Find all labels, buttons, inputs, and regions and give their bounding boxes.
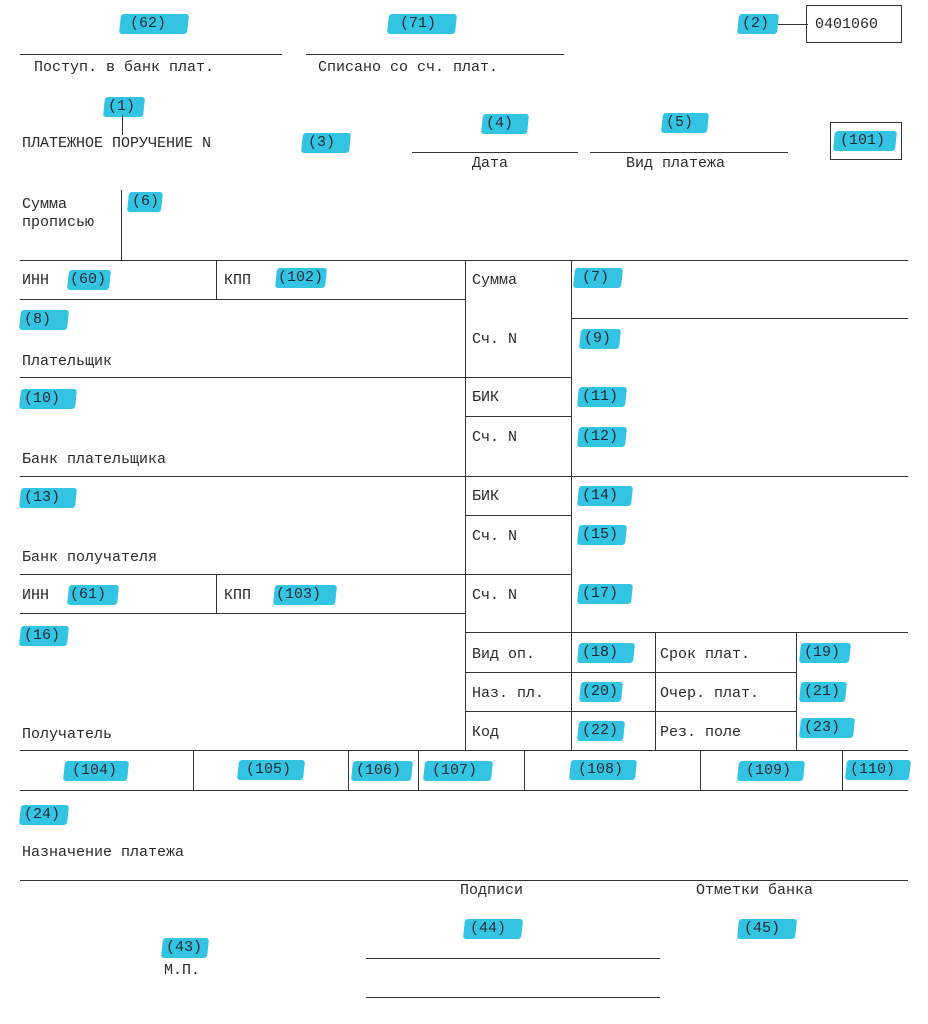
payer-account-label: Сч. N	[472, 331, 518, 348]
field-101: (101)	[833, 131, 897, 151]
form-code: 0401060	[815, 16, 879, 33]
field-1: (1)	[103, 97, 145, 117]
tax-row-divider	[842, 750, 843, 790]
field-105: (105)	[237, 760, 305, 780]
tax-row-divider	[700, 750, 701, 790]
form-code-box	[806, 5, 902, 43]
bank-marks-label: Отметки банка	[696, 882, 814, 899]
payer-bank-bik-label: БИК	[472, 389, 500, 406]
field-61: (61)	[67, 585, 119, 605]
field-11: (11)	[577, 387, 627, 407]
field-62: (62)	[119, 14, 189, 34]
payer-bank-account-label: Сч. N	[472, 429, 518, 446]
reserve-field-label: Рез. поле	[660, 724, 742, 741]
field-18: (18)	[577, 643, 635, 663]
field-60: (60)	[67, 270, 111, 290]
field-3: (3)	[301, 133, 351, 153]
field-45: (45)	[737, 919, 797, 939]
field-14: (14)	[577, 486, 633, 506]
grid-line	[20, 790, 908, 791]
received-line	[20, 54, 282, 55]
signatures-label: Подписи	[460, 882, 524, 899]
tax-row-divider	[193, 750, 194, 790]
tax-row-divider	[524, 750, 525, 790]
payer-kpp-label: КПП	[224, 272, 252, 289]
field-109: (109)	[737, 761, 805, 781]
grid-line	[465, 416, 571, 417]
received-label: Поступ. в банк плат.	[34, 59, 215, 76]
document-title: ПЛАТЕЖНОЕ ПОРУЧЕНИЕ N	[22, 135, 212, 152]
field-16: (16)	[19, 626, 69, 646]
grid-line	[465, 672, 796, 673]
field-7: (7)	[573, 268, 623, 288]
grid-line	[465, 711, 796, 712]
amount-words-divider	[121, 190, 122, 260]
payee-bank-account-label: Сч. N	[472, 528, 518, 545]
op-type-label: Вид оп.	[472, 646, 536, 663]
field-22: (22)	[577, 721, 625, 741]
date-label: Дата	[472, 155, 509, 172]
amount-label: Сумма	[472, 272, 518, 289]
debited-label: Списано со сч. плат.	[318, 59, 499, 76]
field-71: (71)	[387, 14, 457, 34]
stamp-label: М.П.	[164, 962, 201, 979]
payee-label: Получатель	[22, 726, 113, 743]
field-108: (108)	[569, 760, 637, 780]
payee-bank-label: Банк получателя	[22, 549, 158, 566]
payee-kpp-label: КПП	[224, 587, 252, 604]
field-1-pointer	[122, 115, 123, 135]
field-103: (103)	[273, 585, 337, 605]
field-102: (102)	[275, 268, 327, 288]
grid-vline	[216, 574, 217, 613]
field-23: (23)	[799, 718, 855, 738]
payer-inn-label: ИНН	[22, 272, 50, 289]
field-15: (15)	[577, 525, 627, 545]
grid-vline	[216, 260, 217, 299]
field-2: (2)	[737, 14, 779, 34]
purpose-label: Назначение платежа	[22, 844, 185, 861]
payee-inn-label: ИНН	[22, 587, 50, 604]
field-17: (17)	[577, 584, 633, 604]
field-24: (24)	[19, 805, 69, 825]
grid-line	[20, 299, 465, 300]
field-44: (44)	[463, 919, 523, 939]
field-21: (21)	[799, 682, 847, 702]
field-9: (9)	[579, 329, 621, 349]
amount-words-label: Сумма прописью	[22, 196, 95, 231]
form-code-connector	[778, 24, 808, 25]
grid-line	[20, 750, 908, 751]
payee-account-label: Сч. N	[472, 587, 518, 604]
signature-line-2	[366, 997, 660, 998]
field-104: (104)	[63, 761, 129, 781]
grid-line	[20, 613, 465, 614]
field-4: (4)	[481, 114, 529, 134]
field-13: (13)	[19, 488, 77, 508]
field-19: (19)	[799, 643, 851, 663]
pay-order-label: Очер. плат.	[660, 685, 760, 702]
purpose-bottom-line	[20, 880, 908, 881]
grid-line	[465, 632, 908, 633]
grid-vline	[571, 260, 572, 750]
code-label: Код	[472, 724, 500, 741]
payer-label: Плательщик	[22, 353, 113, 370]
grid-line	[20, 574, 571, 575]
pay-purpose-short-label: Наз. пл.	[472, 685, 545, 702]
field-110: (110)	[845, 760, 911, 780]
field-43: (43)	[161, 938, 209, 958]
payee-bank-bik-label: БИК	[472, 488, 500, 505]
debited-line	[306, 54, 564, 55]
field-20: (20)	[579, 682, 623, 702]
field-12: (12)	[577, 427, 627, 447]
grid-vline	[655, 632, 656, 750]
field-6: (6)	[127, 192, 163, 212]
payment-type-label: Вид платежа	[626, 155, 726, 172]
tax-row-divider	[348, 750, 349, 790]
field-106: (106)	[351, 761, 413, 781]
tax-row-divider	[418, 750, 419, 790]
grid-line	[20, 260, 908, 261]
field-8: (8)	[19, 310, 69, 330]
signature-line-1	[366, 958, 660, 959]
payer-bank-label: Банк плательщика	[22, 451, 167, 468]
grid-line	[20, 476, 908, 477]
grid-line	[20, 377, 571, 378]
grid-line	[571, 318, 908, 319]
pay-term-label: Срок плат.	[660, 646, 751, 663]
date-line	[412, 152, 578, 153]
payment-type-line	[590, 152, 788, 153]
grid-line	[465, 515, 571, 516]
field-107: (107)	[423, 761, 493, 781]
field-10: (10)	[19, 389, 77, 409]
field-5: (5)	[661, 113, 709, 133]
grid-vline	[796, 632, 797, 750]
grid-vline	[465, 260, 466, 750]
